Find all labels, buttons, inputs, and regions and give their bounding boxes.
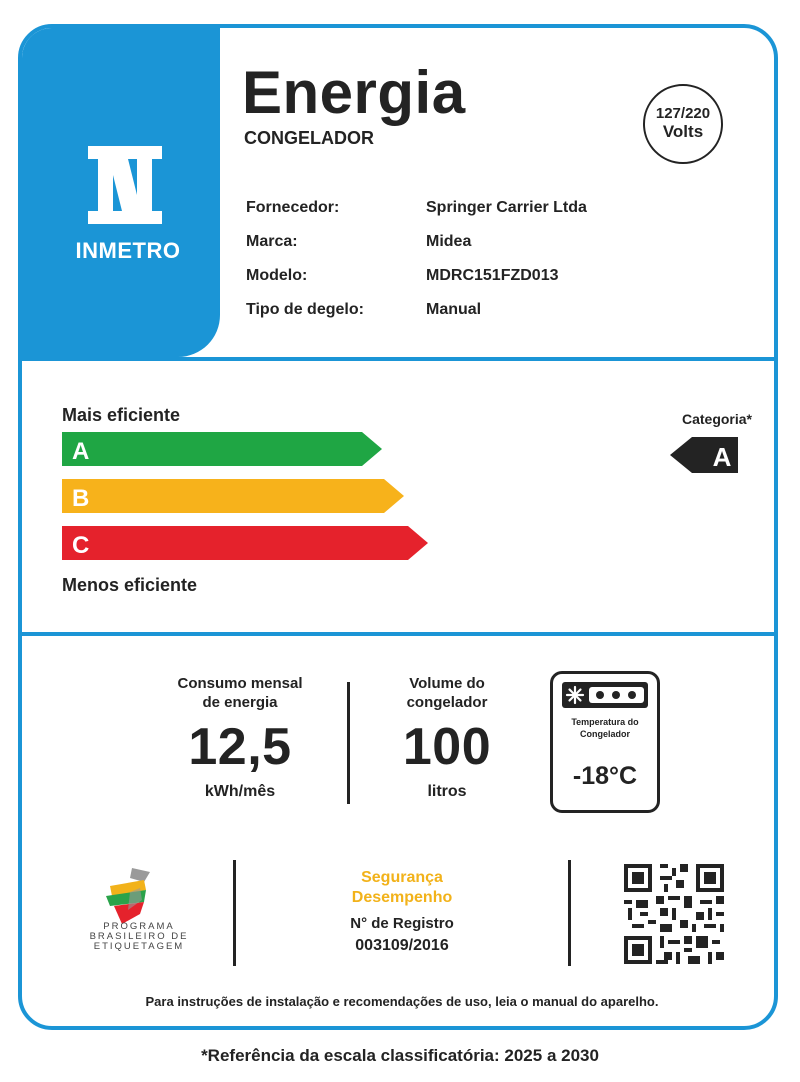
consumption-label-line-2: de energia [202,694,278,711]
performance-text: Desempenho [351,889,453,906]
efficiency-letter-a: A [72,438,90,465]
safety-text: Segurança [361,869,443,886]
voltage-unit: Volts [662,122,704,141]
brand-label: Marca: [246,233,298,250]
efficiency-letter-c: C [72,532,90,559]
pbe-logo-icon [100,866,158,926]
brand-value: Midea [426,233,472,250]
section-divider [22,632,778,636]
most-efficient-label: Mais eficiente [62,405,181,425]
bottom-divider-right [568,860,571,966]
consumption-value: 12,5 [188,718,292,776]
supplier-label: Fornecedor: [246,199,340,216]
voltage-value: 127/220 [655,105,711,122]
volume-label [352,674,542,712]
freezer-temperature-label [552,716,658,740]
volume-unit: litros [427,783,467,800]
four-star-freezer-icon [562,682,648,708]
installation-instructions-note: Para instruções de instalação e recomendações de uso, leia o manual do aparelho. [145,994,659,1009]
volume-label-line-2: congelador [406,694,488,711]
volume-value: 100 [402,718,492,776]
defrost-type-value: Manual [426,301,482,318]
consumption-label [130,674,350,712]
freezer-label-line-2: Congelador [579,729,630,739]
pbe-line-3: ETIQUETAGEM [93,941,185,952]
category-letter: A [712,442,732,472]
stats-divider [347,682,350,804]
inmetro-logo-icon [80,140,200,235]
supplier-value: Springer Carrier Ltda [426,199,587,216]
pbe-logo-text [74,922,204,952]
consumption-label-line-1: Consumo mensal [177,675,303,692]
efficiency-bars [62,432,442,568]
label-title: Energia [242,59,466,126]
voltage-badge [643,84,723,164]
model-label: Modelo: [246,267,308,284]
registry-label: N° de Registro [350,915,454,932]
bottom-divider-left [233,860,236,966]
section-divider [22,357,778,361]
pbe-line-1: PROGRAMA [103,921,175,932]
classification-reference-note: *Referência da escala classificatória: 2025 a 2030 [201,1046,599,1065]
inmetro-logo-text: INMETRO [75,238,181,263]
qr-code-icon[interactable] [624,864,724,964]
appliance-type: CONGELADOR [244,128,374,148]
volume-label-line-1: Volume do [409,675,485,692]
least-efficient-label: Menos eficiente [62,575,198,595]
consumption-unit: kWh/mês [204,783,276,800]
efficiency-letter-b: B [72,485,90,512]
energy-label-frame [18,24,778,1030]
model-value: MDRC151FZD013 [426,267,559,284]
freezer-label-line-1: Temperatura do [571,717,639,727]
freezer-temperature-value: -18°C [572,762,638,790]
efficiency-bar-a [62,432,382,466]
registry-number: 003109/2016 [355,937,449,954]
pbe-line-2: BRASILEIRO DE [89,931,189,942]
efficiency-bar-b [62,479,404,513]
efficiency-bar-c [62,526,428,560]
category-label: Categoria* [681,411,752,427]
defrost-type-label: Tipo de degelo: [246,301,364,318]
